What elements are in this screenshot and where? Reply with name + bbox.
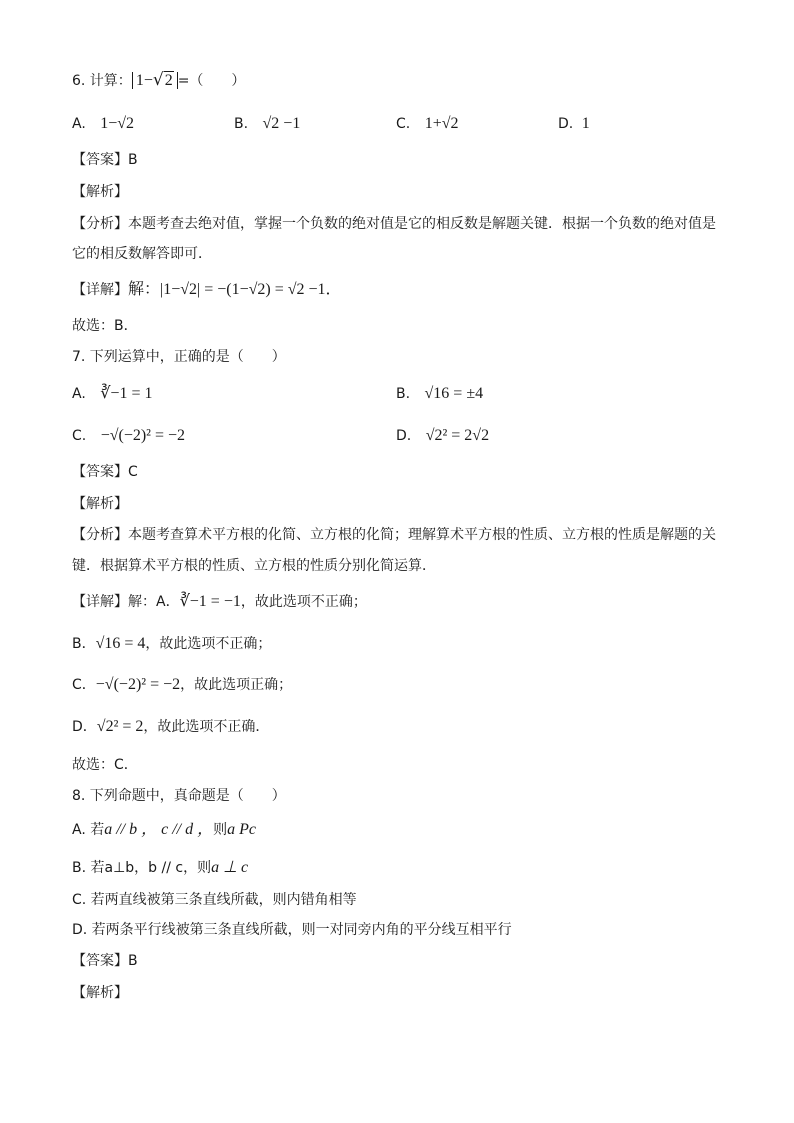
q6-option-b xyxy=(234,114,300,134)
q7-analysis-label: 【解析】 xyxy=(72,496,128,512)
q7-fenxi-line-1 xyxy=(72,525,716,545)
q6-option-d xyxy=(558,114,590,134)
q6-option-a-label: A. xyxy=(72,116,86,132)
q7-fenxi-line-2 xyxy=(72,556,436,576)
q7-detail-a-suffix: ，故此选项不正确； xyxy=(240,594,367,610)
q6-fenxi-text-2: 它的相反数解答即可． xyxy=(72,246,212,262)
q7-detail-d-suffix: ，故此选项不正确． xyxy=(143,719,270,735)
q7-option-c xyxy=(72,426,185,446)
q7-fenxi-text-2: 键．根据算术平方根的性质、立方根的性质分别化简运算． xyxy=(72,558,436,574)
q7-detail-d xyxy=(72,717,269,737)
q7-detail-d-expr: √2² = 2 xyxy=(96,718,144,735)
q6-stem-abs-expression: 1−√2 xyxy=(132,72,178,89)
q8-analysis-label: 【解析】 xyxy=(72,985,128,1001)
q6-conclusion xyxy=(72,316,138,336)
q7-detail-b-prefix: B． xyxy=(72,636,96,652)
q6-conclusion-text: 故选：B． xyxy=(72,318,138,334)
q8-option-a-tail: a Pc xyxy=(227,821,256,838)
q8-option-a xyxy=(72,820,256,840)
q7-fenxi-label: 【分析】 xyxy=(72,527,128,543)
q6-fenxi-line-1 xyxy=(72,214,716,234)
q7-option-c-label: C. xyxy=(72,428,87,444)
q6-option-c-expr: 1+√2 xyxy=(424,115,459,132)
q7-answer-label: 【答案】 xyxy=(72,464,128,480)
q7-option-c-expr: −√(−2)² = −2 xyxy=(100,427,186,444)
q8-option-b-prefix: B. 若a⊥b，b // c，则 xyxy=(72,860,212,876)
q7-option-d-label: D. xyxy=(396,428,412,444)
q7-option-b xyxy=(396,384,483,404)
q6-stem-expr-left: 1− xyxy=(135,72,153,89)
q8-stem-text: 8. 下列命题中，真命题是（ ） xyxy=(72,788,286,804)
q7-detail-a-expr: ∛−1 = −1 xyxy=(179,593,241,610)
q7-detail-c xyxy=(72,675,292,695)
q8-option-a-mid: 则 xyxy=(213,822,228,838)
q7-option-a-label: A. xyxy=(72,386,86,402)
q7-stem-text: 7. 下列运算中，正确的是（ ） xyxy=(72,349,286,365)
q8-option-c-text: C. 若两直线被第三条直线所截，则内错角相等 xyxy=(72,892,357,908)
q6-xiangjie xyxy=(72,280,342,300)
q6-option-b-label: B. xyxy=(234,116,249,132)
q8-option-b-tail: a ⊥ c xyxy=(211,859,249,876)
q8-answer-value: B xyxy=(128,953,138,969)
q7-option-d-expr: √2² = 2√2 xyxy=(425,427,490,444)
q7-conclusion xyxy=(72,755,138,775)
q6-analysis-heading xyxy=(72,182,128,202)
q7-detail-c-expr: −√(−2)² = −2 xyxy=(95,676,181,693)
q6-answer-value: B xyxy=(128,152,138,168)
q8-option-a-prefix: A. 若 xyxy=(72,822,105,838)
q6-stem-suffix: =（ ） xyxy=(177,73,246,89)
q6-answer xyxy=(72,150,138,170)
q8-option-c xyxy=(72,890,357,910)
q6-option-c xyxy=(396,114,459,134)
q6-stem-expr-rad: 2 xyxy=(164,72,173,89)
q8-option-d-text: D. 若两条平行线被第三条直线所截，则一对同旁内角的平分线互相平行 xyxy=(72,922,512,938)
q8-option-d xyxy=(72,920,512,940)
q6-fenxi-label: 【分析】 xyxy=(72,216,128,232)
q7-xiangjie-label: 【详解】 xyxy=(72,594,128,610)
q6-option-c-label: C. xyxy=(396,116,411,132)
q7-detail-b-suffix: ，故此选项不正确； xyxy=(145,636,272,652)
q6-stem-prefix: 6. 计算： xyxy=(72,73,132,89)
q6-option-d-expr: 1 xyxy=(581,115,590,132)
q7-option-a-expr: ∛−1 = 1 xyxy=(100,385,153,402)
q7-answer-value: C xyxy=(128,464,138,480)
q6-fenxi-text-1: 本题考查去绝对值，掌握一个负数的绝对值是它的相反数是解题关键．根据一个负数的绝对值是 xyxy=(128,216,716,232)
q7-option-a xyxy=(72,384,152,404)
q6-fenxi-line-2 xyxy=(72,244,212,264)
q8-option-b xyxy=(72,858,248,878)
q7-detail-a-prefix: 解：A． xyxy=(128,594,180,610)
q7-option-d xyxy=(396,426,489,446)
q7-option-b-label: B. xyxy=(396,386,411,402)
q6-stem xyxy=(72,70,245,91)
q6-answer-label: 【答案】 xyxy=(72,152,128,168)
q8-answer xyxy=(72,951,138,971)
q6-option-d-label: D. xyxy=(558,116,574,132)
q8-stem xyxy=(72,786,286,806)
q6-option-a-expr: 1−√2 xyxy=(100,115,135,132)
q7-detail-a xyxy=(72,592,367,612)
q7-analysis-heading xyxy=(72,494,128,514)
q8-analysis-heading xyxy=(72,983,128,1003)
q8-answer-label: 【答案】 xyxy=(72,953,128,969)
q6-xiangjie-label: 【详解】 xyxy=(72,282,128,298)
q7-detail-d-prefix: D． xyxy=(72,719,97,735)
q7-stem xyxy=(72,347,286,367)
q6-analysis-label: 【解析】 xyxy=(72,184,128,200)
q6-xiangjie-text: 解：|1−√2| = −(1−√2) = √2 −1． xyxy=(128,281,342,298)
q6-option-b-expr: √2 −1 xyxy=(262,115,301,132)
q7-fenxi-text-1: 本题考查算术平方根的化简、立方根的化简；理解算术平方根的性质、立方根的性质是解题的关 xyxy=(128,527,716,543)
q7-answer xyxy=(72,462,138,482)
q7-detail-b-expr: √16 = 4 xyxy=(95,635,146,652)
q7-option-b-expr: √16 = ±4 xyxy=(424,385,484,402)
q7-detail-c-suffix: ，故此选项正确； xyxy=(180,677,293,693)
q7-detail-b xyxy=(72,634,271,654)
q6-option-a xyxy=(72,114,134,134)
q7-conclusion-text: 故选：C． xyxy=(72,757,138,773)
q8-option-a-expr: a // b ， c // d ， xyxy=(104,821,214,838)
q7-detail-c-prefix: C． xyxy=(72,677,96,693)
